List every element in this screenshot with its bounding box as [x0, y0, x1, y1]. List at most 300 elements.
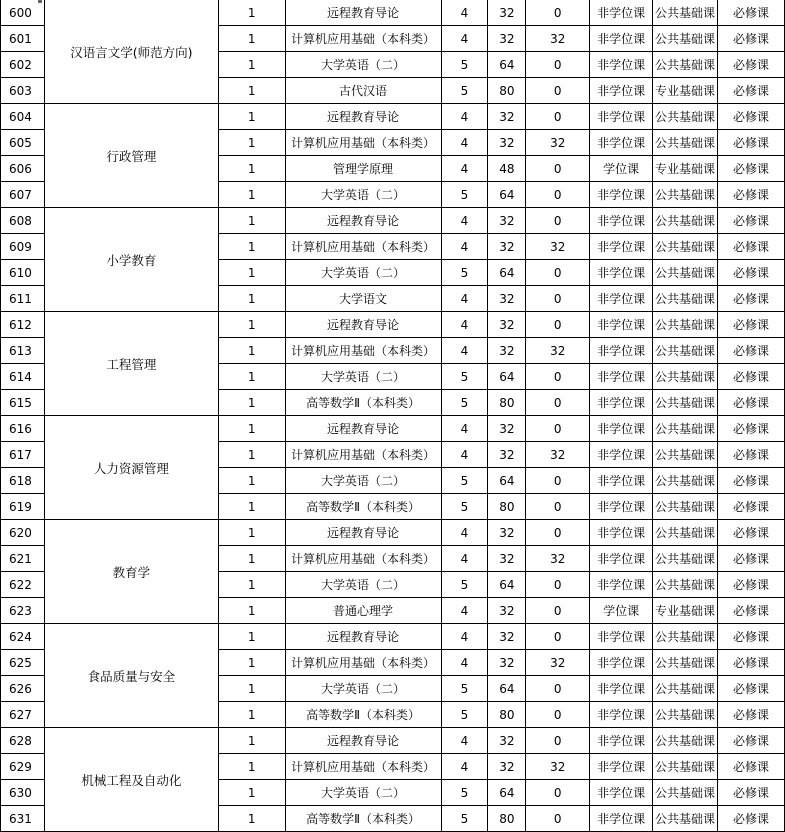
credits-cell[interactable]: 5	[441, 702, 488, 728]
lab-hours-cell[interactable]: 32	[526, 754, 590, 780]
degree-type-cell[interactable]: 非学位课	[590, 676, 653, 702]
course-category-cell[interactable]: 公共基础课	[653, 676, 718, 702]
count-cell[interactable]: 1	[218, 520, 285, 546]
row-number-cell[interactable]: 605	[1, 130, 45, 156]
requirement-cell[interactable]: 必修课	[718, 624, 785, 650]
course-category-cell[interactable]: 公共基础课	[653, 546, 718, 572]
course-category-cell[interactable]: 专业基础课	[653, 78, 718, 104]
lab-hours-cell[interactable]: 0	[526, 52, 590, 78]
count-cell[interactable]: 1	[218, 286, 285, 312]
hours-cell[interactable]: 64	[488, 572, 526, 598]
degree-type-cell[interactable]: 非学位课	[590, 182, 653, 208]
course-category-cell[interactable]: 公共基础课	[653, 234, 718, 260]
course-name-cell[interactable]: 古代汉语	[285, 78, 441, 104]
credits-cell[interactable]: 5	[441, 494, 488, 520]
lab-hours-cell[interactable]: 32	[526, 650, 590, 676]
count-cell[interactable]: 1	[218, 546, 285, 572]
credits-cell[interactable]: 5	[441, 572, 488, 598]
degree-type-cell[interactable]: 非学位课	[590, 26, 653, 52]
course-category-cell[interactable]: 公共基础课	[653, 780, 718, 806]
course-name-cell[interactable]: 计算机应用基础（本科类）	[285, 546, 441, 572]
requirement-cell[interactable]: 必修课	[718, 416, 785, 442]
lab-hours-cell[interactable]: 0	[526, 676, 590, 702]
row-number-cell[interactable]: 612	[1, 312, 45, 338]
requirement-cell[interactable]: 必修课	[718, 364, 785, 390]
hours-cell[interactable]: 32	[488, 598, 526, 624]
row-number-cell[interactable]: 621	[1, 546, 45, 572]
requirement-cell[interactable]: 必修课	[718, 520, 785, 546]
lab-hours-cell[interactable]: 0	[526, 598, 590, 624]
course-category-cell[interactable]: 公共基础课	[653, 494, 718, 520]
hours-cell[interactable]: 32	[488, 130, 526, 156]
count-cell[interactable]: 1	[218, 676, 285, 702]
course-name-cell[interactable]: 高等数学Ⅱ（本科类）	[285, 390, 441, 416]
course-category-cell[interactable]: 公共基础课	[653, 208, 718, 234]
row-number-cell[interactable]: 601	[1, 26, 45, 52]
requirement-cell[interactable]: 必修课	[718, 156, 785, 182]
row-number-cell[interactable]: 609	[1, 234, 45, 260]
degree-type-cell[interactable]: 非学位课	[590, 806, 653, 832]
course-category-cell[interactable]: 公共基础课	[653, 364, 718, 390]
row-number-cell[interactable]: 628	[1, 728, 45, 754]
course-category-cell[interactable]: 公共基础课	[653, 286, 718, 312]
hours-cell[interactable]: 80	[488, 702, 526, 728]
degree-type-cell[interactable]: 非学位课	[590, 338, 653, 364]
row-number-cell[interactable]: 602	[1, 52, 45, 78]
lab-hours-cell[interactable]: 0	[526, 0, 590, 26]
count-cell[interactable]: 1	[218, 208, 285, 234]
degree-type-cell[interactable]: 非学位课	[590, 546, 653, 572]
row-number-cell[interactable]: 624	[1, 624, 45, 650]
credits-cell[interactable]: 5	[441, 52, 488, 78]
credits-cell[interactable]: 4	[441, 104, 488, 130]
course-category-cell[interactable]: 公共基础课	[653, 754, 718, 780]
requirement-cell[interactable]: 必修课	[718, 338, 785, 364]
row-number-cell[interactable]: 603	[1, 78, 45, 104]
course-name-cell[interactable]: 远程教育导论	[285, 728, 441, 754]
lab-hours-cell[interactable]: 0	[526, 260, 590, 286]
major-cell[interactable]: 行政管理	[44, 104, 218, 208]
major-cell[interactable]: 教育学	[44, 520, 218, 624]
hours-cell[interactable]: 32	[488, 416, 526, 442]
requirement-cell[interactable]: 必修课	[718, 286, 785, 312]
requirement-cell[interactable]: 必修课	[718, 234, 785, 260]
course-name-cell[interactable]: 高等数学Ⅱ（本科类）	[285, 702, 441, 728]
course-category-cell[interactable]: 公共基础课	[653, 650, 718, 676]
row-number-cell[interactable]: 629	[1, 754, 45, 780]
major-cell[interactable]: 人力资源管理	[44, 416, 218, 520]
count-cell[interactable]: 1	[218, 52, 285, 78]
selection-handle[interactable]	[38, 0, 42, 3]
count-cell[interactable]: 1	[218, 234, 285, 260]
course-name-cell[interactable]: 计算机应用基础（本科类）	[285, 442, 441, 468]
course-category-cell[interactable]: 公共基础课	[653, 390, 718, 416]
count-cell[interactable]: 1	[218, 572, 285, 598]
course-name-cell[interactable]: 普通心理学	[285, 598, 441, 624]
course-name-cell[interactable]: 远程教育导论	[285, 312, 441, 338]
major-cell[interactable]: 食品质量与安全	[44, 624, 218, 728]
degree-type-cell[interactable]: 非学位课	[590, 702, 653, 728]
major-cell[interactable]: 小学教育	[44, 208, 218, 312]
row-number-cell[interactable]: 617	[1, 442, 45, 468]
hours-cell[interactable]: 32	[488, 0, 526, 26]
lab-hours-cell[interactable]: 0	[526, 728, 590, 754]
credits-cell[interactable]: 4	[441, 754, 488, 780]
count-cell[interactable]: 1	[218, 78, 285, 104]
course-category-cell[interactable]: 公共基础课	[653, 442, 718, 468]
requirement-cell[interactable]: 必修课	[718, 130, 785, 156]
credits-cell[interactable]: 4	[441, 416, 488, 442]
row-number-cell[interactable]: 614	[1, 364, 45, 390]
row-number-cell[interactable]: 619	[1, 494, 45, 520]
count-cell[interactable]: 1	[218, 468, 285, 494]
count-cell[interactable]: 1	[218, 0, 285, 26]
credits-cell[interactable]: 4	[441, 650, 488, 676]
row-number-cell[interactable]: 613	[1, 338, 45, 364]
count-cell[interactable]: 1	[218, 312, 285, 338]
credits-cell[interactable]: 5	[441, 780, 488, 806]
credits-cell[interactable]: 4	[441, 26, 488, 52]
credits-cell[interactable]: 4	[441, 0, 488, 26]
credits-cell[interactable]: 4	[441, 130, 488, 156]
requirement-cell[interactable]: 必修课	[718, 442, 785, 468]
count-cell[interactable]: 1	[218, 442, 285, 468]
count-cell[interactable]: 1	[218, 156, 285, 182]
requirement-cell[interactable]: 必修课	[718, 676, 785, 702]
lab-hours-cell[interactable]: 0	[526, 208, 590, 234]
requirement-cell[interactable]: 必修课	[718, 780, 785, 806]
course-category-cell[interactable]: 公共基础课	[653, 702, 718, 728]
table-row	[1, 520, 785, 546]
degree-type-cell[interactable]: 学位课	[590, 156, 653, 182]
credits-cell[interactable]: 5	[441, 676, 488, 702]
requirement-cell[interactable]: 必修课	[718, 312, 785, 338]
course-category-cell[interactable]: 公共基础课	[653, 520, 718, 546]
degree-type-cell[interactable]: 非学位课	[590, 104, 653, 130]
lab-hours-cell[interactable]: 0	[526, 312, 590, 338]
degree-type-cell[interactable]: 非学位课	[590, 78, 653, 104]
credits-cell[interactable]: 4	[441, 520, 488, 546]
degree-type-cell[interactable]: 非学位课	[590, 0, 653, 26]
lab-hours-cell[interactable]: 0	[526, 416, 590, 442]
hours-cell[interactable]: 64	[488, 182, 526, 208]
count-cell[interactable]: 1	[218, 598, 285, 624]
course-name-cell[interactable]: 计算机应用基础（本科类）	[285, 130, 441, 156]
course-name-cell[interactable]: 高等数学Ⅱ（本科类）	[285, 806, 441, 832]
hours-cell[interactable]: 32	[488, 520, 526, 546]
course-category-cell[interactable]: 公共基础课	[653, 806, 718, 832]
course-name-cell[interactable]: 计算机应用基础（本科类）	[285, 754, 441, 780]
degree-type-cell[interactable]: 非学位课	[590, 728, 653, 754]
credits-cell[interactable]: 4	[441, 312, 488, 338]
lab-hours-cell[interactable]: 32	[526, 442, 590, 468]
hours-cell[interactable]: 32	[488, 286, 526, 312]
count-cell[interactable]: 1	[218, 494, 285, 520]
requirement-cell[interactable]: 必修课	[718, 598, 785, 624]
credits-cell[interactable]: 4	[441, 234, 488, 260]
row-number-cell[interactable]: 623	[1, 598, 45, 624]
course-category-cell[interactable]: 公共基础课	[653, 104, 718, 130]
course-category-cell[interactable]: 公共基础课	[653, 0, 718, 26]
course-category-cell[interactable]: 公共基础课	[653, 130, 718, 156]
degree-type-cell[interactable]: 非学位课	[590, 364, 653, 390]
hours-cell[interactable]: 80	[488, 78, 526, 104]
course-name-cell[interactable]: 高等数学Ⅱ（本科类）	[285, 494, 441, 520]
credits-cell[interactable]: 4	[441, 286, 488, 312]
lab-hours-cell[interactable]: 0	[526, 572, 590, 598]
course-category-cell[interactable]: 专业基础课	[653, 156, 718, 182]
course-category-cell[interactable]: 公共基础课	[653, 26, 718, 52]
lab-hours-cell[interactable]: 32	[526, 130, 590, 156]
credits-cell[interactable]: 5	[441, 78, 488, 104]
hours-cell[interactable]: 64	[488, 52, 526, 78]
lab-hours-cell[interactable]: 0	[526, 780, 590, 806]
row-number-cell[interactable]: 618	[1, 468, 45, 494]
table-row	[1, 416, 785, 442]
row-number-cell[interactable]: 631	[1, 806, 45, 832]
row-number-cell[interactable]: 600	[1, 0, 45, 26]
course-name-cell[interactable]: 大学英语（二）	[285, 260, 441, 286]
course-name-cell[interactable]: 大学英语（二）	[285, 780, 441, 806]
count-cell[interactable]: 1	[218, 702, 285, 728]
degree-type-cell[interactable]: 非学位课	[590, 520, 653, 546]
lab-hours-cell[interactable]: 0	[526, 390, 590, 416]
credits-cell[interactable]: 5	[441, 390, 488, 416]
hours-cell[interactable]: 80	[488, 806, 526, 832]
hours-cell[interactable]: 32	[488, 728, 526, 754]
credits-cell[interactable]: 4	[441, 598, 488, 624]
hours-cell[interactable]: 32	[488, 104, 526, 130]
row-number-cell[interactable]: 606	[1, 156, 45, 182]
degree-type-cell[interactable]: 非学位课	[590, 650, 653, 676]
hours-cell[interactable]: 64	[488, 364, 526, 390]
degree-type-cell[interactable]: 非学位课	[590, 208, 653, 234]
course-category-cell[interactable]: 公共基础课	[653, 52, 718, 78]
requirement-cell[interactable]: 必修课	[718, 182, 785, 208]
course-name-cell[interactable]: 大学英语（二）	[285, 364, 441, 390]
hours-cell[interactable]: 32	[488, 754, 526, 780]
degree-type-cell[interactable]: 非学位课	[590, 754, 653, 780]
count-cell[interactable]: 1	[218, 182, 285, 208]
count-cell[interactable]: 1	[218, 130, 285, 156]
requirement-cell[interactable]: 必修课	[718, 494, 785, 520]
hours-cell[interactable]: 32	[488, 312, 526, 338]
course-category-cell[interactable]: 公共基础课	[653, 468, 718, 494]
requirement-cell[interactable]: 必修课	[718, 728, 785, 754]
course-name-cell[interactable]: 大学英语（二）	[285, 676, 441, 702]
count-cell[interactable]: 1	[218, 624, 285, 650]
lab-hours-cell[interactable]: 0	[526, 364, 590, 390]
hours-cell[interactable]: 80	[488, 390, 526, 416]
count-cell[interactable]: 1	[218, 26, 285, 52]
count-cell[interactable]: 1	[218, 806, 285, 832]
row-number-cell[interactable]: 608	[1, 208, 45, 234]
requirement-cell[interactable]: 必修课	[718, 0, 785, 26]
hours-cell[interactable]: 80	[488, 494, 526, 520]
lab-hours-cell[interactable]: 0	[526, 702, 590, 728]
course-name-cell[interactable]: 计算机应用基础（本科类）	[285, 650, 441, 676]
credits-cell[interactable]: 5	[441, 364, 488, 390]
requirement-cell[interactable]: 必修课	[718, 26, 785, 52]
course-name-cell[interactable]: 计算机应用基础（本科类）	[285, 26, 441, 52]
course-name-cell[interactable]: 大学英语（二）	[285, 572, 441, 598]
requirement-cell[interactable]: 必修课	[718, 390, 785, 416]
course-category-cell[interactable]: 公共基础课	[653, 416, 718, 442]
row-number-cell[interactable]: 610	[1, 260, 45, 286]
lab-hours-cell[interactable]: 0	[526, 468, 590, 494]
course-name-cell[interactable]: 远程教育导论	[285, 208, 441, 234]
lab-hours-cell[interactable]: 0	[526, 624, 590, 650]
hours-cell[interactable]: 32	[488, 208, 526, 234]
hours-cell[interactable]: 32	[488, 442, 526, 468]
requirement-cell[interactable]: 必修课	[718, 650, 785, 676]
count-cell[interactable]: 1	[218, 390, 285, 416]
requirement-cell[interactable]: 必修课	[718, 78, 785, 104]
credits-cell[interactable]: 4	[441, 156, 488, 182]
degree-type-cell[interactable]: 非学位课	[590, 416, 653, 442]
hours-cell[interactable]: 32	[488, 234, 526, 260]
requirement-cell[interactable]: 必修课	[718, 208, 785, 234]
requirement-cell[interactable]: 必修课	[718, 104, 785, 130]
degree-type-cell[interactable]: 非学位课	[590, 260, 653, 286]
course-name-cell[interactable]: 大学英语（二）	[285, 52, 441, 78]
row-number-cell[interactable]: 607	[1, 182, 45, 208]
count-cell[interactable]: 1	[218, 260, 285, 286]
course-category-cell[interactable]: 公共基础课	[653, 182, 718, 208]
course-name-cell[interactable]: 大学语文	[285, 286, 441, 312]
degree-type-cell[interactable]: 非学位课	[590, 780, 653, 806]
count-cell[interactable]: 1	[218, 104, 285, 130]
course-name-cell[interactable]: 远程教育导论	[285, 624, 441, 650]
degree-type-cell[interactable]: 学位课	[590, 598, 653, 624]
lab-hours-cell[interactable]: 32	[526, 26, 590, 52]
credits-cell[interactable]: 4	[441, 546, 488, 572]
hours-cell[interactable]: 64	[488, 260, 526, 286]
lab-hours-cell[interactable]: 0	[526, 182, 590, 208]
requirement-cell[interactable]: 必修课	[718, 702, 785, 728]
course-category-cell[interactable]: 公共基础课	[653, 338, 718, 364]
degree-type-cell[interactable]: 非学位课	[590, 52, 653, 78]
count-cell[interactable]: 1	[218, 338, 285, 364]
course-name-cell[interactable]: 远程教育导论	[285, 416, 441, 442]
hours-cell[interactable]: 32	[488, 624, 526, 650]
count-cell[interactable]: 1	[218, 364, 285, 390]
hours-cell[interactable]: 48	[488, 156, 526, 182]
degree-type-cell[interactable]: 非学位课	[590, 442, 653, 468]
row-number-cell[interactable]: 630	[1, 780, 45, 806]
row-number-cell[interactable]: 620	[1, 520, 45, 546]
hours-cell[interactable]: 32	[488, 26, 526, 52]
credits-cell[interactable]: 4	[441, 624, 488, 650]
row-number-cell[interactable]: 626	[1, 676, 45, 702]
requirement-cell[interactable]: 必修课	[718, 806, 785, 832]
degree-type-cell[interactable]: 非学位课	[590, 494, 653, 520]
row-number-cell[interactable]: 625	[1, 650, 45, 676]
course-category-cell[interactable]: 公共基础课	[653, 572, 718, 598]
hours-cell[interactable]: 32	[488, 546, 526, 572]
credits-cell[interactable]: 4	[441, 208, 488, 234]
degree-type-cell[interactable]: 非学位课	[590, 572, 653, 598]
lab-hours-cell[interactable]: 0	[526, 806, 590, 832]
lab-hours-cell[interactable]: 32	[526, 338, 590, 364]
lab-hours-cell[interactable]: 0	[526, 156, 590, 182]
count-cell[interactable]: 1	[218, 780, 285, 806]
hours-cell[interactable]: 64	[488, 468, 526, 494]
row-number-cell[interactable]: 611	[1, 286, 45, 312]
lab-hours-cell[interactable]: 32	[526, 546, 590, 572]
hours-cell[interactable]: 64	[488, 676, 526, 702]
lab-hours-cell[interactable]: 0	[526, 286, 590, 312]
lab-hours-cell[interactable]: 0	[526, 494, 590, 520]
course-category-cell[interactable]: 公共基础课	[653, 728, 718, 754]
degree-type-cell[interactable]: 非学位课	[590, 624, 653, 650]
credits-cell[interactable]: 4	[441, 728, 488, 754]
requirement-cell[interactable]: 必修课	[718, 546, 785, 572]
count-cell[interactable]: 1	[218, 754, 285, 780]
course-name-cell[interactable]: 大学英语（二）	[285, 468, 441, 494]
credits-cell[interactable]: 4	[441, 442, 488, 468]
row-number-cell[interactable]: 622	[1, 572, 45, 598]
requirement-cell[interactable]: 必修课	[718, 572, 785, 598]
lab-hours-cell[interactable]: 32	[526, 234, 590, 260]
count-cell[interactable]: 1	[218, 728, 285, 754]
degree-type-cell[interactable]: 非学位课	[590, 130, 653, 156]
course-name-cell[interactable]: 远程教育导论	[285, 0, 441, 26]
count-cell[interactable]: 1	[218, 416, 285, 442]
lab-hours-cell[interactable]: 0	[526, 104, 590, 130]
requirement-cell[interactable]: 必修课	[718, 260, 785, 286]
degree-type-cell[interactable]: 非学位课	[590, 312, 653, 338]
course-name-cell[interactable]: 远程教育导论	[285, 520, 441, 546]
major-cell[interactable]: 工程管理	[44, 312, 218, 416]
credits-cell[interactable]: 4	[441, 338, 488, 364]
course-category-cell[interactable]: 专业基础课	[653, 598, 718, 624]
course-category-cell[interactable]: 公共基础课	[653, 624, 718, 650]
degree-type-cell[interactable]: 非学位课	[590, 390, 653, 416]
table-row	[1, 0, 785, 26]
degree-type-cell[interactable]: 非学位课	[590, 468, 653, 494]
row-number-cell[interactable]: 615	[1, 390, 45, 416]
major-cell[interactable]: 汉语言文学(师范方向)	[44, 0, 218, 104]
hours-cell[interactable]: 32	[488, 338, 526, 364]
requirement-cell[interactable]: 必修课	[718, 754, 785, 780]
credits-cell[interactable]: 5	[441, 260, 488, 286]
row-number-cell[interactable]: 616	[1, 416, 45, 442]
degree-type-cell[interactable]: 非学位课	[590, 286, 653, 312]
hours-cell[interactable]: 32	[488, 650, 526, 676]
major-cell[interactable]: 机械工程及自动化	[44, 728, 218, 832]
course-category-cell[interactable]: 公共基础课	[653, 312, 718, 338]
requirement-cell[interactable]: 必修课	[718, 52, 785, 78]
credits-cell[interactable]: 5	[441, 806, 488, 832]
course-category-cell[interactable]: 公共基础课	[653, 260, 718, 286]
lab-hours-cell[interactable]: 0	[526, 520, 590, 546]
requirement-cell[interactable]: 必修课	[718, 468, 785, 494]
hours-cell[interactable]: 64	[488, 780, 526, 806]
credits-cell[interactable]: 5	[441, 182, 488, 208]
row-number-cell[interactable]: 604	[1, 104, 45, 130]
course-name-cell[interactable]: 计算机应用基础（本科类）	[285, 338, 441, 364]
lab-hours-cell[interactable]: 0	[526, 78, 590, 104]
count-cell[interactable]: 1	[218, 650, 285, 676]
course-name-cell[interactable]: 大学英语（二）	[285, 182, 441, 208]
degree-type-cell[interactable]: 非学位课	[590, 234, 653, 260]
credits-cell[interactable]: 5	[441, 468, 488, 494]
course-name-cell[interactable]: 计算机应用基础（本科类）	[285, 234, 441, 260]
course-name-cell[interactable]: 管理学原理	[285, 156, 441, 182]
row-number-cell[interactable]: 627	[1, 702, 45, 728]
course-name-cell[interactable]: 远程教育导论	[285, 104, 441, 130]
